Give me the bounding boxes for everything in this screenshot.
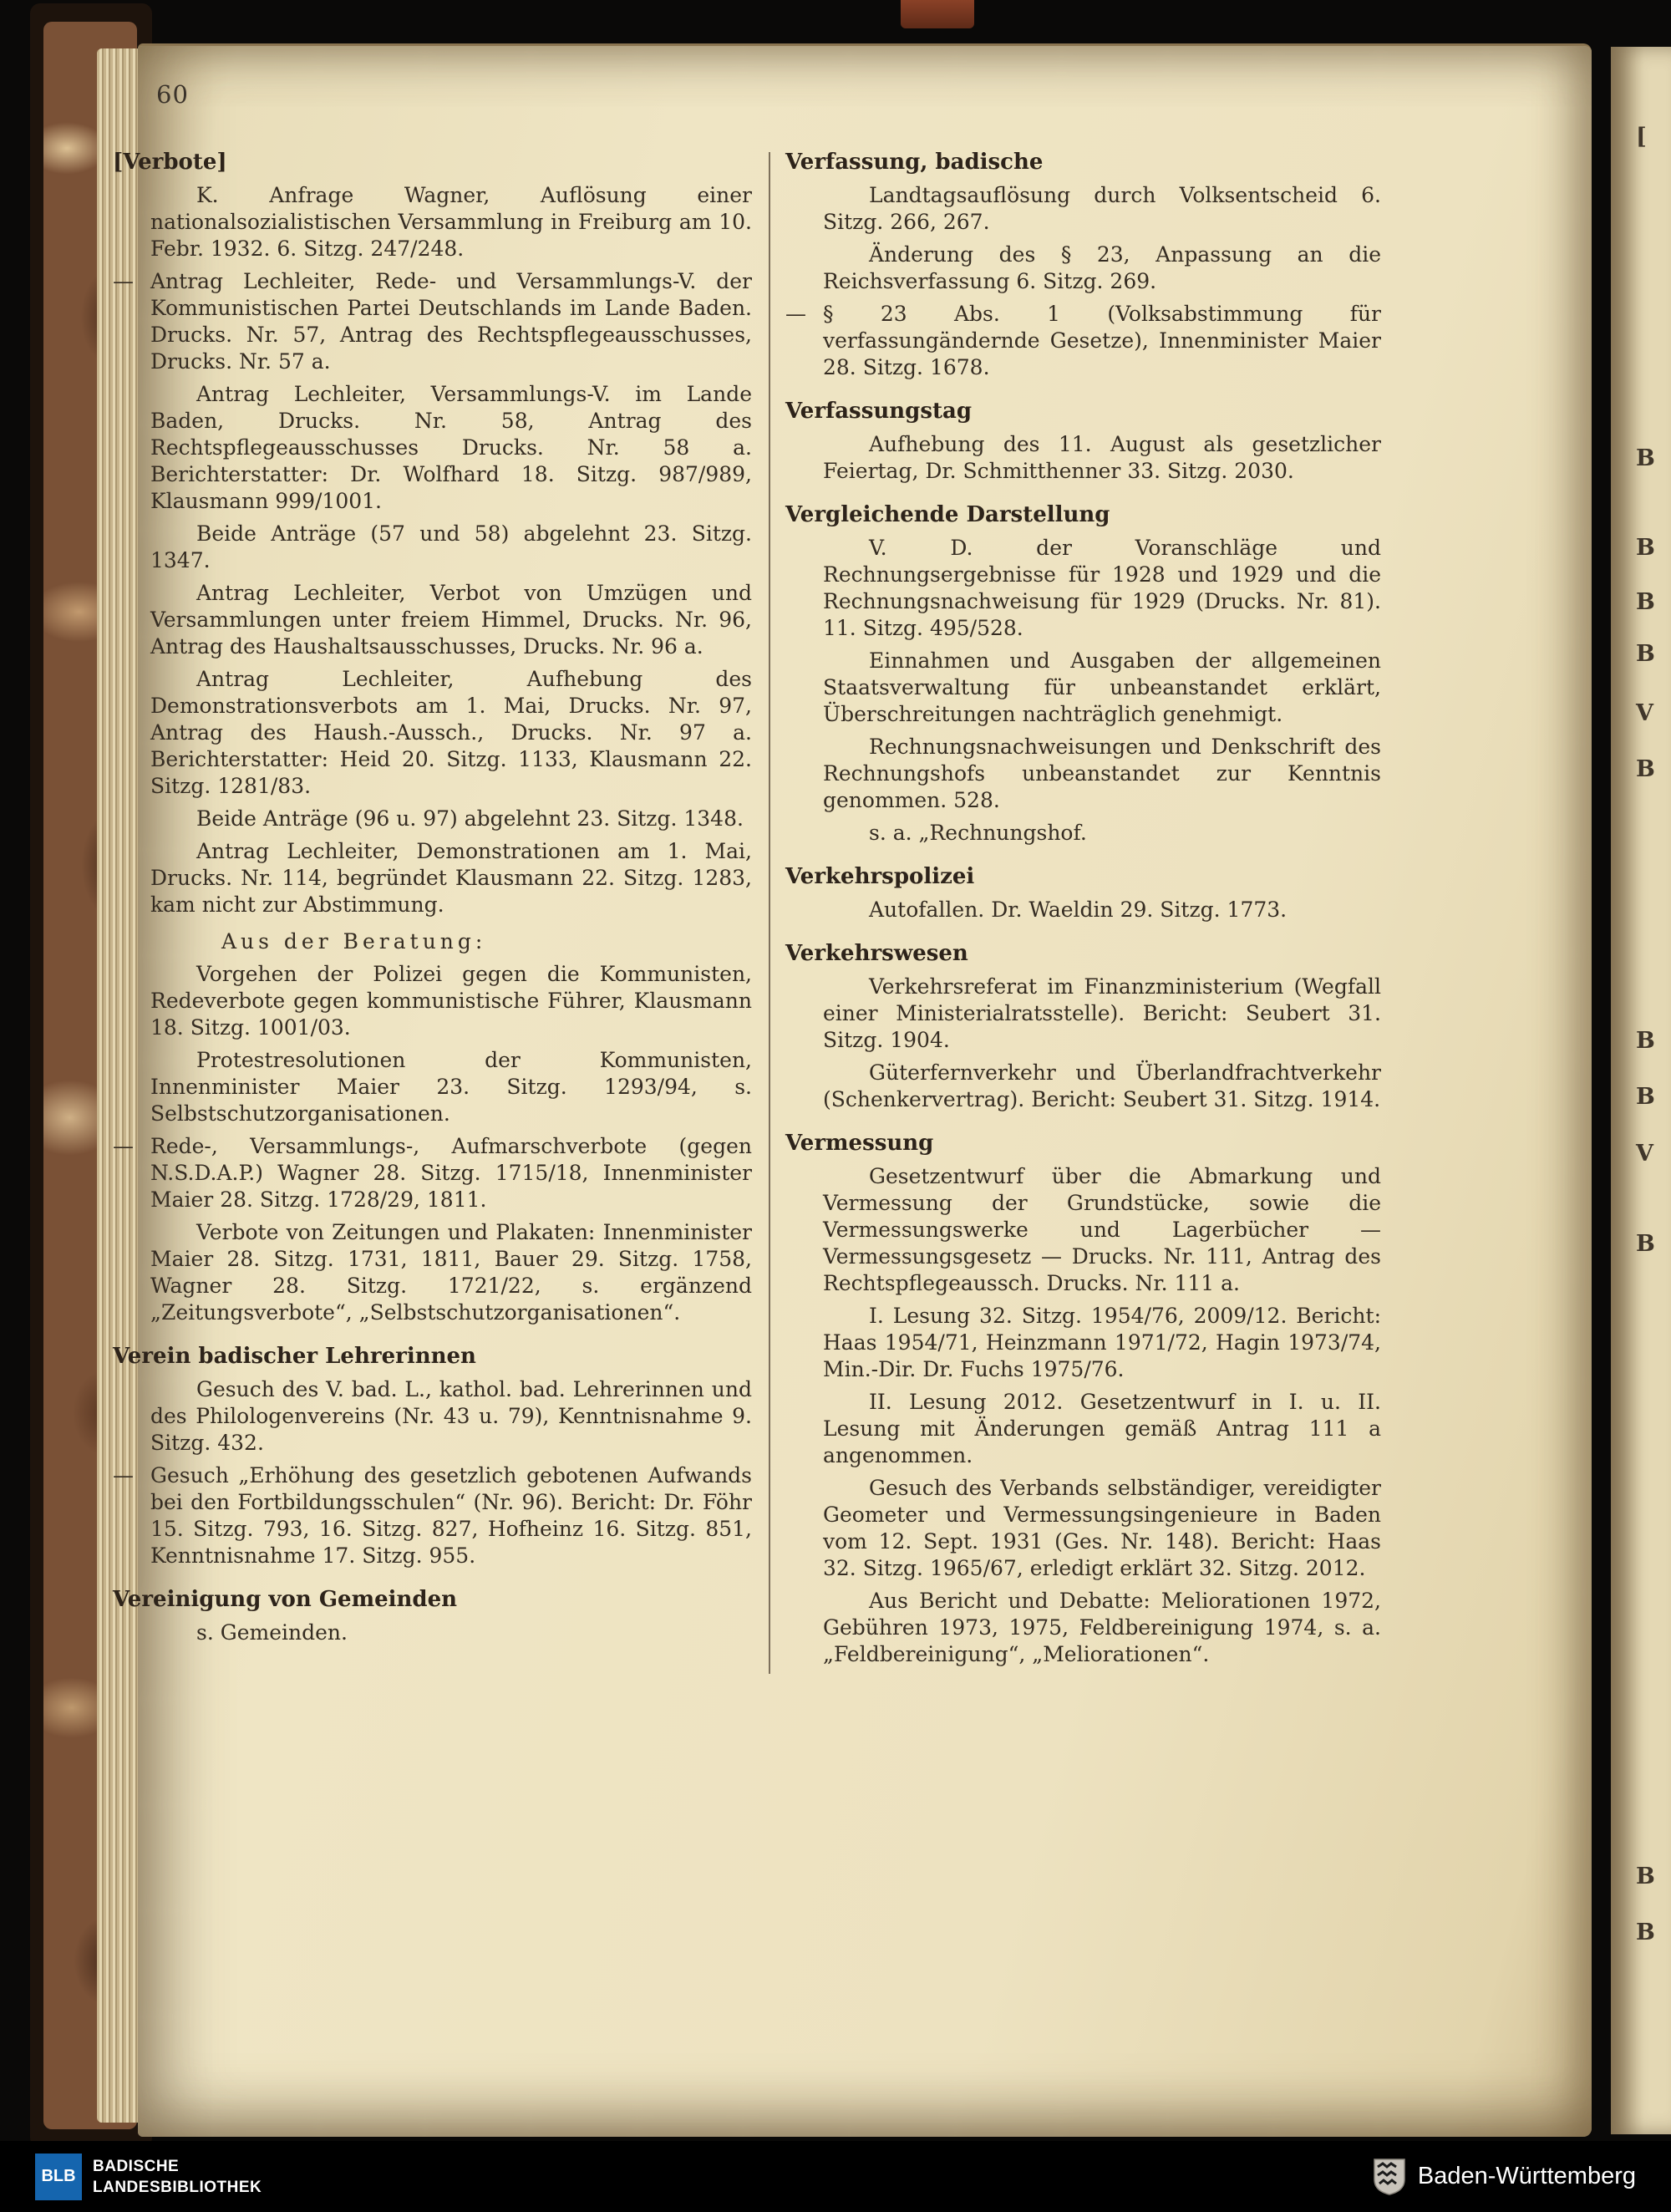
index-column-left — [113, 149, 752, 1674]
edge-text-fragment: B — [1636, 589, 1655, 615]
index-entry: Aus der Beratung: — [221, 929, 487, 953]
index-entry: — § 23 Abs. 1 (Volksabstimmung für verfassungändernde Gesetze), Innenminister Maier 28. Sitzg. 1678. — [785, 302, 1381, 379]
index-entry: V. D. der Voranschläge und Rechnungsergebnisse für 1928 und 1929 und die Rechnungsnachweisung für 1929 (Drucks. Nr. 81). 11. Sitzg. 495/528. — [823, 536, 1381, 640]
index-section-heading: Vereinigung von Gemeinden — [113, 1587, 458, 1612]
entry-dash-mark: — — [113, 1463, 134, 1487]
index-entry: Gesuch des Verbands selbständiger, vereidigter Geometer und Vermessungsingenieure in Baden vom 12. Sept. 1931 (Ges. Nr. 148). Bericht: Haas 32. Sitzg. 1965/67, erledigt erklärt 32. Sitzg. 2012. — [823, 1476, 1381, 1580]
index-entry: s. a. „Rechnungshof. — [869, 821, 1087, 845]
index-section-heading: Verkehrswesen — [785, 941, 968, 966]
edge-text-fragment: B — [1636, 1920, 1655, 1945]
index-entry: Gesuch des V. bad. L., kathol. bad. Lehrerinnen und des Philologenvereins (Nr. 43 u. 79), Kenntnisnahme 9. Sitzg. 432. — [150, 1377, 752, 1455]
edge-text-fragment: B — [1636, 756, 1655, 782]
index-entry: — Antrag Lechleiter, Rede- und Versammlungs-V. der Kommunistischen Partei Deutschlands im Lande Baden. Drucks. Nr. 57, Antrag des Rechtspflegeausschusses, Drucks. Nr. 57 a. — [113, 269, 752, 374]
viewer-footer — [0, 2141, 1671, 2212]
column-divider-rule — [769, 152, 770, 1674]
edge-text-fragment: B — [1636, 1864, 1655, 1889]
entry-dash-mark: — — [785, 302, 806, 326]
index-entry: Antrag Lechleiter, Verbot von Umzügen und Versammlungen unter freiem Himmel, Drucks. Nr. 96, Antrag des Haushaltsausschusses, Drucks. Nr. 96 a. — [150, 581, 752, 659]
edge-text-fragment: B — [1636, 1028, 1655, 1054]
index-entry: Einnahmen und Ausgaben der allgemeinen Staatsverwaltung für unbeanstandet erklärt, Überschreitungen nachträglich genehmigt. — [823, 648, 1381, 726]
index-columns — [113, 149, 1381, 1674]
bw-coat-of-arms-icon — [1373, 2158, 1406, 2196]
index-entry: K. Anfrage Wagner, Auflösung einer nationalsozialistischen Versammlung in Freiburg am 10. Febr. 1932. 6. Sitzg. 247/248. — [150, 183, 752, 261]
index-entry: Aufhebung des 11. August als gesetzlicher Feiertag, Dr. Schmitthenner 33. Sitzg. 2030. — [823, 432, 1381, 483]
edge-text-fragment: B — [1636, 1231, 1655, 1257]
index-entry: Beide Anträge (57 und 58) abgelehnt 23. Sitzg. 1347. — [150, 521, 752, 572]
edge-text-fragment: B — [1636, 445, 1655, 471]
entry-dash-mark: — — [113, 1134, 134, 1158]
spine-top-accent — [901, 0, 974, 28]
index-entry: Verkehrsreferat im Finanzministerium (Wegfall einer Ministerialratsstelle). Bericht: Seubert 31. Sitzg. 1904. — [823, 974, 1381, 1052]
index-entry: Antrag Lechleiter, Demonstrationen am 1. Mai, Drucks. Nr. 114, begründet Klausmann 22. Sitzg. 1283, kam nicht zur Abstimmung. — [150, 839, 752, 917]
index-section-heading: [Verbote] — [113, 150, 227, 175]
index-entry: Autofallen. Dr. Waeldin 29. Sitzg. 1773. — [869, 898, 1288, 922]
index-entry: Antrag Lechleiter, Versammlungs-V. im Lande Baden, Drucks. Nr. 58, Antrag des Rechtspflegeausschusses Drucks. Nr. 58 a. Berichterstatter: Dr. Wolfhard 18. Sitzg. 987/989, Klausmann 999/1001. — [150, 382, 752, 513]
index-section-heading: Vergleichende Darstellung — [785, 502, 1110, 527]
index-section-heading: Vermessung — [785, 1131, 934, 1156]
index-entry: Güterfernverkehr und Überlandfrachtverkehr (Schenkervertrag). Bericht: Seubert 31. Sitzg. 1914. — [823, 1060, 1381, 1111]
edge-text-fragment: B — [1636, 535, 1655, 561]
edge-text-fragment: V — [1636, 700, 1653, 726]
column-gap — [752, 149, 769, 1674]
column-gap — [770, 149, 785, 1674]
index-entry: Änderung des § 23, Anpassung an die Reichsverfassung 6. Sitzg. 269. — [823, 242, 1381, 293]
bw-label: Baden-Württemberg — [1417, 2163, 1636, 2189]
blb-logo — [35, 2154, 262, 2200]
bw-brand — [1373, 2158, 1636, 2196]
blb-line2: LANDESBIBLIOTHEK — [93, 2178, 262, 2196]
index-entry: s. Gemeinden. — [196, 1620, 348, 1645]
index-entry: Antrag Lechleiter, Aufhebung des Demonstrationsverbots am 1. Mai, Drucks. Nr. 97, Antrag des Haush.-Aussch., Drucks. Nr. 97 a. Berichterstatter: Heid 20. Sitzg. 1133, Klausmann 22. Sitzg. 1281/83. — [150, 667, 752, 798]
index-entry: Aus Bericht und Debatte: Meliorationen 1972, Gebühren 1973, 1975, Feldbereinigung 1974, s. a. „Feldbereinigung“, „Meliorationen“. — [823, 1589, 1381, 1666]
index-entry: — Rede-, Versammlungs-, Aufmarschverbote (gegen N.S.D.A.P.) Wagner 28. Sitzg. 1715/18, Innenminister Maier 28. Sitzg. 1728/29, 1811. — [113, 1134, 752, 1212]
edge-text-fragment: [ — [1636, 124, 1647, 150]
index-entry: Landtagsauflösung durch Volksentscheid 6. Sitzg. 266, 267. — [823, 183, 1381, 234]
blb-logo-text — [93, 2156, 262, 2198]
index-entry: Verbote von Zeitungen und Plakaten: Innenminister Maier 28. Sitzg. 1731, 1811, Bauer 29. Sitzg. 1758, Wagner 28. Sitzg. 1721/22, s. ergänzend „Zeitungsverbote“, „Selbstschutzorganisationen“. — [150, 1220, 752, 1325]
page-number: 60 — [156, 80, 189, 109]
index-section-heading: Verfassungstag — [785, 399, 972, 424]
edge-text-fragment: V — [1636, 1141, 1653, 1167]
entry-dash-mark: — — [113, 269, 134, 293]
edge-text-fragment: B — [1636, 641, 1655, 667]
index-entry: I. Lesung 32. Sitzg. 1954/76, 2009/12. Bericht: Haas 1954/71, Heinzmann 1971/72, Hagin 1973/74, Min.-Dir. Dr. Fuchs 1975/76. — [823, 1304, 1381, 1381]
index-entry: Rechnungsnachweisungen und Denkschrift des Rechnungshofs unbeanstandet zur Kenntnis genommen. 528. — [823, 735, 1381, 812]
index-entry: II. Lesung 2012. Gesetzentwurf in I. u. II. Lesung mit Änderungen gemäß Antrag 111 a angenommen. — [823, 1390, 1381, 1467]
index-section-heading: Verein badischer Lehrerinnen — [113, 1344, 476, 1369]
index-section-heading: Verfassung, badische — [785, 150, 1044, 175]
index-section-heading: Verkehrspolizei — [785, 864, 975, 889]
index-entry: Gesetzentwurf über die Abmarkung und Vermessung der Grundstücke, sowie die Vermessungswerke und Lagerbücher — Vermessungsgesetz — Drucks. Nr. 111, Antrag des Rechtspflegeaussch. Drucks. Nr. 111 a. — [823, 1164, 1381, 1295]
edge-text-fragment: B — [1636, 1084, 1655, 1110]
index-entry: Protestresolutionen der Kommunisten, Innenminister Maier 23. Sitzg. 1293/94, s. Selbstschutzorganisationen. — [150, 1048, 752, 1126]
index-entry: — Gesuch „Erhöhung des gesetzlich gebotenen Aufwands bei den Fortbildungsschulen“ (Nr. 96). Bericht: Dr. Föhr 15. Sitzg. 793, 16. Sitzg. 827, Hofheinz 16. Sitzg. 851, Kenntnisnahme 17. Sitzg. 955. — [113, 1463, 752, 1568]
blb-logo-mark: BLB — [35, 2154, 82, 2200]
next-page-sliver — [1611, 47, 1671, 2134]
index-entry: Vorgehen der Polizei gegen die Kommunisten, Redeverbote gegen kommunistische Führer, Klausmann 18. Sitzg. 1001/03. — [150, 962, 752, 1040]
index-column-right — [785, 149, 1381, 1674]
index-entry: Beide Anträge (96 u. 97) abgelehnt 23. Sitzg. 1348. — [196, 806, 744, 831]
blb-line1: BADISCHE — [93, 2157, 180, 2175]
